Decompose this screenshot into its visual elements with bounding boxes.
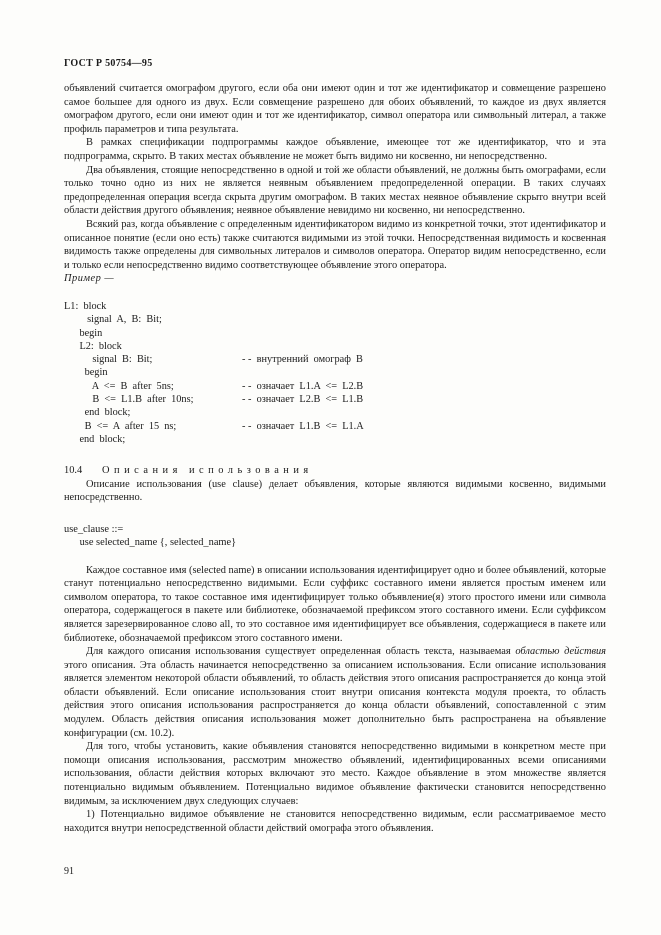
page-number: 91 <box>64 866 74 877</box>
code-text: signal B: Bit; <box>64 354 153 366</box>
code-line <box>64 406 606 419</box>
code-line <box>64 353 606 366</box>
paragraph: Всякий раз, когда объявление с определенным идентификатором видимо из конкретной точки, этот идентификатор и описанное понятие (если оно есть) также считаются видимыми из этой точки. Непосредственная видимость и косвенная видимость также определены для символьных литералов и символов оператора. Оператор видим непосредственно, если и только если непосредственно видимо соответствующее объявление этого оператора. <box>64 218 606 271</box>
page-header: ГОСТ Р 50754—95 <box>64 58 153 69</box>
code-text: L2: block <box>64 340 122 352</box>
grammar-line: use selected_name {, selected_name} <box>64 537 237 549</box>
text-run: Для каждого описания использования существует определенная область текста, называемая <box>86 646 516 658</box>
paragraph <box>64 645 606 740</box>
code-text: begin <box>64 327 103 339</box>
grammar-line: use_clause ::= <box>64 523 124 535</box>
code-comment: - - означает L1.B <= L1.A <box>242 420 364 432</box>
code-line <box>64 380 606 393</box>
code-text: begin <box>64 367 108 379</box>
code-comment: - - внутренний омограф B <box>242 354 363 366</box>
paragraph: объявлений считается омографом другого, если оба они имеют один и тот же идентификатор и совмещение разрешено самое большее для одного из двух. Если совмещение разрешено для обоих объявлений, то каждое из двух является омографом другого, если они имеют один и тот же идентификатор, символ оператора или символьный литерал, а также профиль параметров и типа результата. <box>64 83 606 135</box>
paragraph: Два объявления, стоящие непосредственно в одной и той же области объявлений, не должны быть омографами, если только точно одно из них не является неявным объявлением предопределенной операции. В таких случаях предопределенная операция всегда скрыта другим омографом. В таких местах неявное объявление скрыто внутри всей области действия другого объявления; неявное объявление невидимо ни косвенно, ни непосредственно. <box>64 164 606 217</box>
code-text: end block; <box>64 407 131 419</box>
term-emphasis: областью действия <box>515 646 606 658</box>
code-line <box>64 327 606 340</box>
code-comment: - - означает L1.A <= L2.B <box>242 380 364 392</box>
section-heading <box>64 464 606 478</box>
code-line <box>64 340 606 353</box>
code-text: B <= L1.B after 10ns; <box>64 393 194 405</box>
paragraph: 1) Потенциально видимое объявление не становится непосредственно видимым, если рассматриваемое место находится внутри непосредственной области действий омографа этого объявления. <box>64 809 606 834</box>
code-line <box>64 366 606 379</box>
code-line <box>64 420 606 433</box>
paragraph: В рамках спецификации подпрограммы каждое объявление, имеющее тот же идентификатор, что и эта подпрограмма, скрыто. В таких местах объявление не может быть видимо ни косвенно, ни непосредственно. <box>64 137 606 162</box>
text-run: этого описания. Эта область начинается непосредственно за описанием использования. Если описание использования является элементом некоторой области объявлений, то область действия этого описания распространяется до конца этой области объявлений. Если описание использования стоит внутри описания контекста модуля проекта, то область действия этого описания использования распространяется до конца области объявлений, сопоставленной с этим модулем. Область действия описания использования может дополнительно быть распространена на объявление конфигурации (см. 10.2). <box>64 659 606 739</box>
code-text: L1: block <box>64 300 107 312</box>
paragraph: Описание использования (use clause) делает объявления, которые являются видимыми косвенно, видимыми непосредственно. <box>64 478 606 504</box>
code-example <box>64 300 606 446</box>
code-text: signal A, B: Bit; <box>64 314 162 326</box>
code-comment: - - означает L2.B <= L1.B <box>242 393 364 405</box>
code-line <box>64 393 606 406</box>
example-label: Пример — <box>64 273 115 285</box>
code-line <box>64 433 606 446</box>
section-title: Описания использования <box>102 465 313 477</box>
code-text: end block; <box>64 433 126 445</box>
paragraph: Каждое составное имя (selected name) в описании использования идентифицирует одно и более объявлений, которые станут потенциально непосредственно видимыми. Если суффикс составного имени является простым именем или символом оператора, то такое составное имя идентифицирует только объявление(я) этого простого имени или символа оператора, содержащегося в пакете или библиотеке, обозначаемой префиксом этого составного имени. Если суффиксом является зарезервированное слово all, то это составное имя идентифицирует все объявления, содержащиеся в пакете или библиотеке, обозначаемой префиксом этого составного имени. <box>64 564 606 644</box>
code-line <box>64 313 606 326</box>
code-text: B <= A after 15 ns; <box>64 420 177 432</box>
page-body <box>64 82 606 835</box>
paragraph: Для того, чтобы установить, какие объявления становятся непосредственно видимыми в конкретном месте при помощи описания использования, рассмотрим множество объявлений, идентифицированных всеми описаниями использования, области действия которых включают это место. Каждое объявление в этом множестве является потенциально видимым объявлением. Потенциально видимое объявление фактически становится непосредственно видимым, за исключением двух следующих случаев: <box>64 741 606 807</box>
code-line <box>64 300 606 313</box>
grammar-rule <box>64 523 606 550</box>
section-number: 10.4 <box>64 465 83 477</box>
code-text: A <= B after 5ns; <box>64 380 174 392</box>
